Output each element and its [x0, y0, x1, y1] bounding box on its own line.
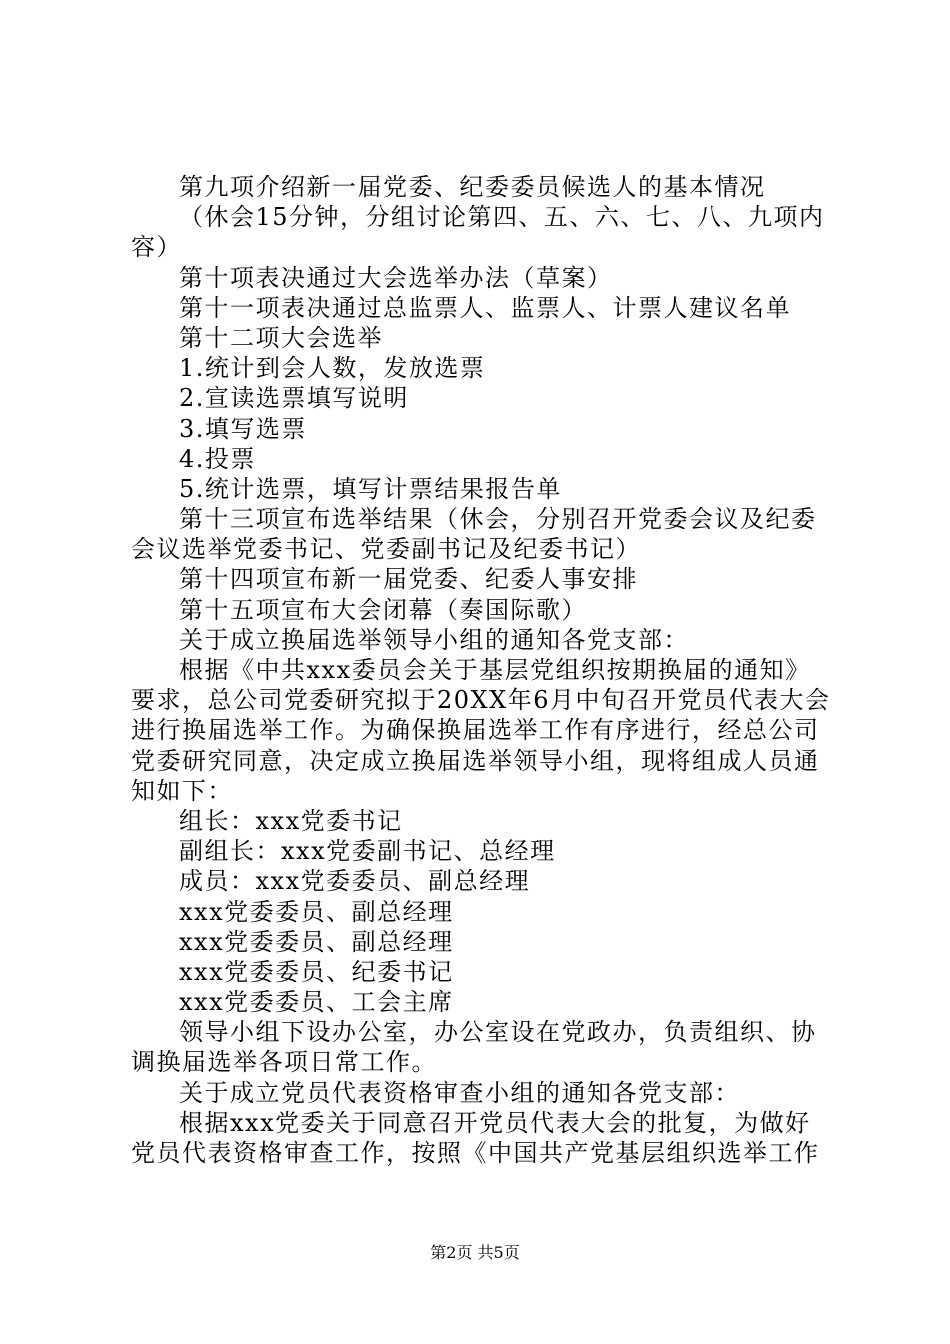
text-line: 根据xxx党委关于同意召开党员代表大会的批复，为做好 [179, 1108, 811, 1137]
text-line: 第十三项宣布选举结果（休会，分别召开党委会议及纪委 [179, 505, 817, 534]
text-line: 进行换届选举工作。为确保换届选举工作有序进行，经总公司 [131, 716, 820, 745]
text-line: 第九项介绍新一届党委、纪委委员候选人的基本情况 [179, 173, 766, 201]
text-line: 调换届选举各项日常工作。 [131, 1048, 437, 1077]
text-line: 第十二项大会选举 [179, 323, 383, 352]
text-line: 1.统计到会人数，发放选票 [179, 354, 486, 383]
text-line: 5.统计选票，填写计票结果报告单 [179, 474, 562, 503]
text-line: 第十四项宣布新一届党委、纪委人事安排 [179, 565, 638, 594]
text-line: 会议选举党委书记、党委副书记及纪委书记） [131, 535, 641, 564]
text-line: 3.填写选票 [179, 414, 307, 443]
page-footer [0, 1243, 950, 1263]
text-line: 4.投票 [179, 444, 256, 473]
text-line: 第十项表决通过大会选举办法（草案） [179, 263, 613, 292]
text-line: 第十一项表决通过总监票人、监票人、计票人建议名单 [179, 293, 791, 322]
text-line: xxx党委委员、副总经理 [179, 927, 454, 956]
text-line: 成员：xxx党委委员、副总经理 [179, 867, 531, 896]
text-line: 要求，总公司党委研究拟于20XX年6月中旬召开党员代表大会 [131, 686, 831, 715]
text-line: 副组长：xxx党委副书记、总经理 [179, 837, 556, 866]
text-line: xxx党委委员、纪委书记 [179, 957, 454, 986]
text-line: xxx党委委员、副总经理 [179, 897, 454, 926]
text-line: 组长：xxx党委书记 [179, 806, 403, 835]
text-line: （休会15分钟，分组讨论第四、五、六、七、八、九项内 [179, 203, 825, 232]
text-line: 关于成立党员代表资格审查小组的通知各党支部： [179, 1078, 740, 1107]
text-line: xxx党委委员、工会主席 [179, 988, 454, 1017]
text-line: 关于成立换届选举领导小组的通知各党支部： [179, 625, 689, 654]
page-number-label: 第2页 共5页 [430, 1243, 520, 1262]
text-line: 党委研究同意，决定成立换届选举领导小组，现将组成人员通 [131, 746, 820, 775]
text-line: 2.宣读选票填写说明 [179, 384, 409, 413]
text-line: 第十五项宣布大会闭幕（奏国际歌） [179, 595, 587, 624]
text-line: 领导小组下设办公室，办公室设在党政办，负责组织、协 [179, 1018, 817, 1047]
text-line: 知如下： [131, 776, 233, 805]
text-line: 根据《中共xxx委员会关于基层党组织按期换届的通知》 [179, 656, 811, 684]
text-line: 容） [131, 233, 182, 262]
text-line: 党员代表资格审查工作，按照《中国共产党基层组织选举工作 [131, 1139, 820, 1167]
document-body [131, 172, 831, 1168]
